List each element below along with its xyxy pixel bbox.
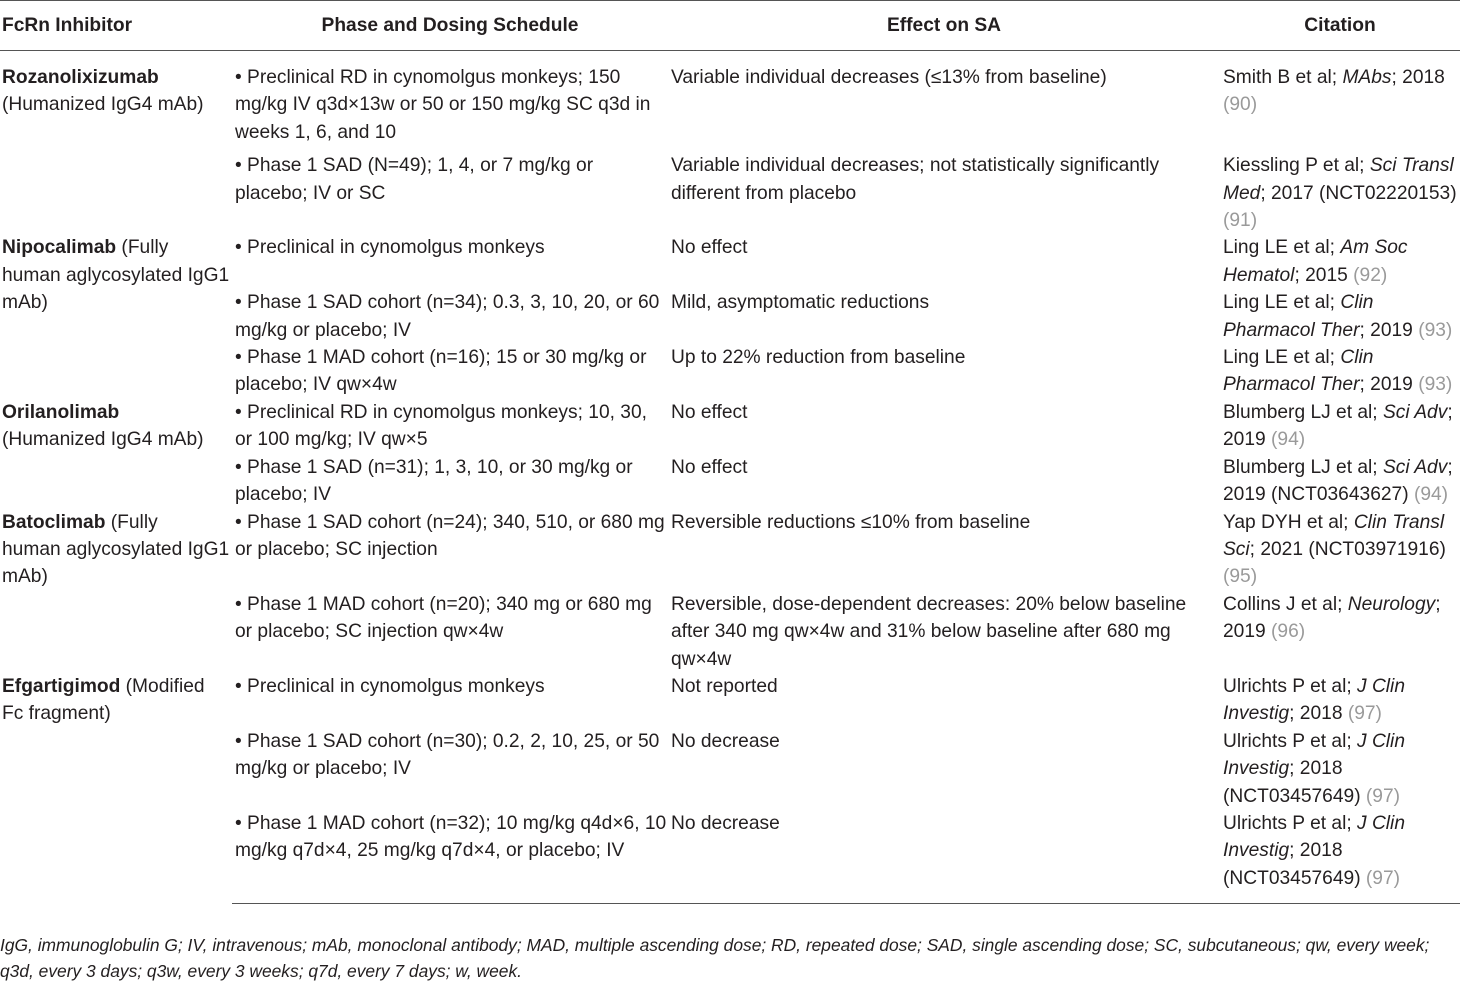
phase-cell: • Phase 1 MAD cohort (n=32); 10 mg/kg q4d×6, 10 mg/kg q7d×4, 25 mg/kg q7d×4, or placebo; IV [232,810,668,904]
citation-authors: Ulrichts P et al; [1223,730,1358,752]
table-footnote: IgG, immunoglobulin G; IV, intravenous; mAb, monoclonal antibody; MAD, multiple ascending dose; RD, repeated dose; SAD, single ascending dose; SC, subcutaneous; qw, every week; q3d, every 3 days; q3w, every 3 weeks; q7d, every 7 days; w, week. [0,935,1430,981]
inhibitor-desc: Fc fragment) [2,703,111,725]
citation-journal: Clin Transl Sci [1223,511,1445,560]
citation-cell [1220,454,1460,509]
inhibitor-cell [0,673,232,904]
header-effect: Effect on SA [668,1,1220,51]
citation-authors: Collins J et al; [1223,593,1348,615]
citation-ref-link[interactable]: (91) [1223,210,1258,232]
phase-cell: • Preclinical RD in cynomolgus monkeys; 150 mg/kg IV q3d×13w or 50 or 150 mg/kg SC q3d in weeks 1, 6, and 10 [235,67,651,143]
inhibitor-name: Efgartigimod [2,675,121,697]
inhibitor-desc: (Humanized IgG4 mAb) [2,94,204,116]
citation-ref-link[interactable]: (93) [1418,374,1453,396]
citation-authors: Ulrichts P et al; [1223,812,1358,834]
phase-cell: • Phase 1 SAD (N=49); 1, 4, or 7 mg/kg or placebo; IV or SC [235,155,594,204]
inhibitor-desc-inline: (Fully [105,511,158,533]
effect-cell: No effect [671,401,748,423]
inhibitor-cell [0,399,232,509]
header-row [0,1,1460,51]
header-inhibitor: FcRn Inhibitor [0,1,232,51]
citation-ref-link[interactable]: (95) [1223,566,1258,588]
phase-cell: • Phase 1 SAD (n=31); 1, 3, 10, or 30 mg/kg or placebo; IV [235,456,633,506]
effect-cell: No effect [671,237,748,259]
effect-cell: Variable individual decreases (≤13% from baseline) [671,67,1107,88]
citation-cell [1220,399,1460,454]
citation-ref-link[interactable]: (97) [1365,785,1401,807]
table-row [0,51,1460,153]
inhibitor-name: Nipocalimab [2,237,117,259]
inhibitor-desc: human aglycosylated IgG1 mAb) [2,264,230,314]
inhibitor-name: Rozanolixizumab [2,67,159,88]
phase-cell: • Preclinical RD in cynomolgus monkeys; 10, 30, or 100 mg/kg; IV qw×5 [235,401,647,451]
citation-cell [1220,51,1460,153]
citation-authors: Ling LE et al; [1223,347,1341,369]
citation-authors: Ulrichts P et al; [1223,675,1358,697]
citation-cell [1220,289,1460,344]
inhibitor-cell [0,509,232,673]
citation-year: ; 2018 (NCT03457649) [1223,840,1366,889]
citation-ref-link[interactable]: (92) [1353,264,1388,286]
citation-cell [1220,673,1460,728]
table-row [0,509,1460,591]
citation-cell [1220,728,1460,810]
citation-year: ; 2021 (NCT03971916) [1249,538,1446,560]
citation-cell [1220,344,1460,399]
citation-year: ; 2018 [1289,703,1348,725]
citation-ref-link[interactable]: (93) [1418,319,1453,341]
effect-cell: No effect [671,456,748,478]
inhibitor-cell [0,234,232,398]
citation-year: ; 2019 [1223,593,1441,643]
header-phase: Phase and Dosing Schedule [232,1,668,51]
phase-cell: • Preclinical in cynomolgus monkeys [235,675,545,697]
citation-journal: J Clin Investig [1223,730,1405,780]
phase-cell: • Preclinical in cynomolgus monkeys [235,237,545,259]
citation-year: ; 2015 [1294,264,1354,286]
effect-cell: No decrease [671,730,780,752]
citation-journal: Sci Transl Med [1223,155,1454,204]
inhibitor-desc-inline: (Modified [120,675,205,697]
phase-cell: • Phase 1 MAD cohort (n=16); 15 or 30 mg/kg or placebo; IV qw×4w [235,347,647,396]
effect-cell: Mild, asymptomatic reductions [671,292,930,314]
citation-year: ; 2018 [1391,67,1445,88]
table-row [0,673,1460,728]
citation-year: ; 2018 (NCT03457649) [1223,758,1366,807]
citation-year: ; 2019 [1223,401,1453,451]
citation-authors: Yap DYH et al; [1223,511,1354,533]
effect-cell: Variable individual decreases; not statistically significantly different from placebo [671,155,1160,204]
citation-journal: Clin Pharmacol Ther [1223,292,1374,341]
citation-ref-link[interactable]: (94) [1271,429,1306,451]
phase-cell: • Phase 1 MAD cohort (n=20); 340 mg or 680 mg or placebo; SC injection qw×4w [235,593,652,643]
citation-authors: Ling LE et al; [1223,292,1341,314]
effect-cell: Reversible reductions ≤10% from baseline [671,511,1031,533]
citation-ref-link[interactable]: (97) [1365,867,1401,889]
citation-authors: Blumberg LJ et al; [1223,456,1383,478]
citation-ref-link[interactable]: (94) [1413,484,1449,506]
citation-year: ; 2019 [1359,374,1419,396]
citation-journal: Am Soc Hematol [1223,237,1408,286]
citation-year: ; 2019 [1359,319,1419,341]
inhibitor-name: Orilanolimab [2,401,120,423]
citation-journal: J Clin Investig [1223,675,1405,725]
citation-ref-link[interactable]: (97) [1347,703,1382,725]
citation-authors: Smith B et al; [1223,67,1343,88]
inhibitor-desc: (Humanized IgG4 mAb) [2,429,204,451]
citation-authors: Kiessling P et al; [1223,155,1370,177]
citation-cell [1220,591,1460,673]
inhibitor-name: Batoclimab [2,511,106,533]
inhibitor-desc-inline: (Fully [116,237,169,259]
citation-authors: Blumberg LJ et al; [1223,401,1383,423]
effect-cell: Not reported [671,675,778,697]
citation-journal: Clin Pharmacol Ther [1223,347,1374,396]
phase-cell: • Phase 1 SAD cohort (n=30); 0.2, 2, 10, 25, or 50 mg/kg or placebo; IV [235,730,660,780]
effect-cell: Reversible, dose-dependent decreases: 20% below baseline after 340 mg qw×4w and 31% below baseline after 680 mg qw×4w [671,593,1187,670]
citation-year: ; 2019 (NCT03643627) [1223,456,1453,506]
citation-cell [1220,509,1460,591]
phase-cell: • Phase 1 SAD cohort (n=24); 340, 510, or 680 mg or placebo; SC injection [235,511,665,560]
citation-cell [1220,152,1460,234]
inhibitor-cell [0,51,232,235]
citation-year: ; 2017 (NCT02220153) [1260,182,1457,204]
phase-cell: • Phase 1 SAD cohort (n=34); 0.3, 3, 10, 20, or 60 mg/kg or placebo; IV [235,292,660,341]
effect-cell: Up to 22% reduction from baseline [671,347,966,369]
citation-journal: Neurology [1347,593,1436,615]
citation-journal: MAbs [1342,67,1392,88]
table-row [0,234,1460,289]
table-row [0,399,1460,454]
citation-cell [1220,810,1460,904]
citation-ref-link[interactable]: (96) [1271,621,1306,643]
citation-cell [1220,234,1460,289]
effect-cell: No decrease [668,810,1220,904]
citation-journal: J Clin Investig [1223,812,1405,862]
citation-authors: Ling LE et al; [1223,237,1341,259]
citation-journal: Sci Adv [1382,456,1448,478]
citation-journal: Sci Adv [1382,401,1448,423]
citation-ref-link[interactable]: (90) [1223,94,1258,116]
inhibitor-desc: human aglycosylated IgG1 mAb) [2,538,230,588]
header-citation: Citation [1220,1,1460,51]
